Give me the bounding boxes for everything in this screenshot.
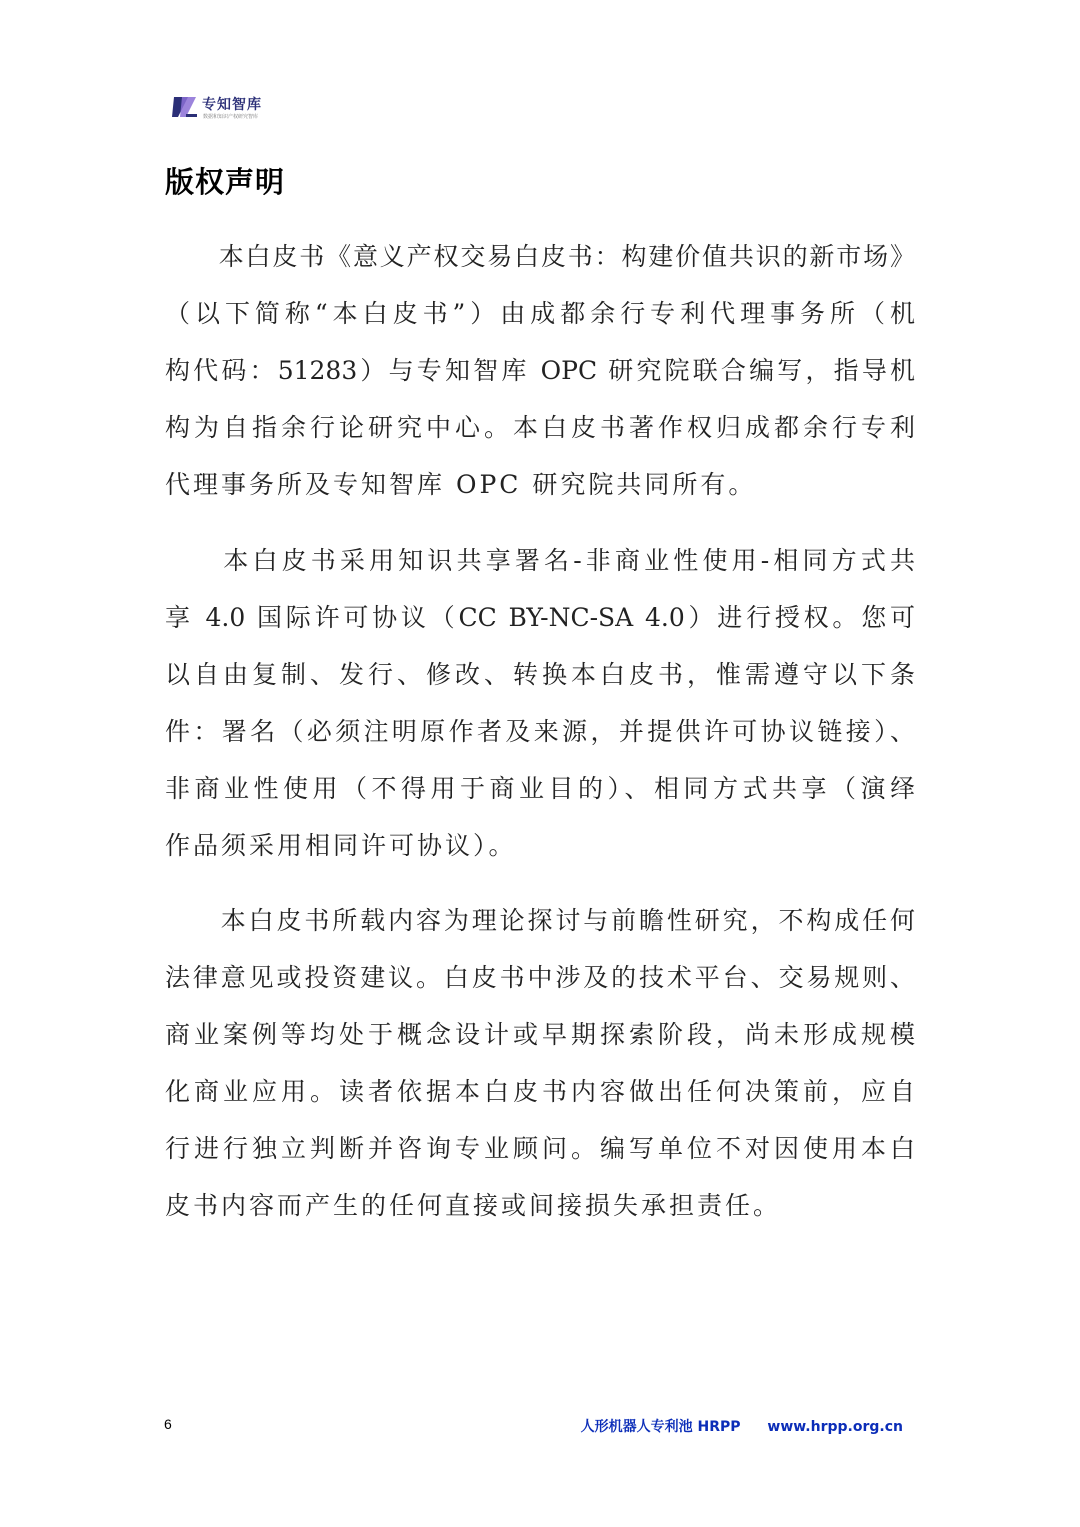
text-line: 非商业性使用（不得用于商业目的）、相同方式共享（演绎: [165, 774, 915, 803]
footer-org-name: 人形机器人专利池 HRPP: [580, 1419, 741, 1435]
logo-name: 专知智库: [202, 97, 262, 113]
text-line: 化商业应用。读者依据本白皮书内容做出任何决策前，应自: [165, 1077, 915, 1106]
text-line: 享 4.0 国际许可协议（CC BY-NC-SA 4.0）进行授权。您可: [165, 603, 915, 632]
footer-website-link[interactable]: www.hrpp.org.cn: [767, 1419, 903, 1435]
text-line: 作品须采用相同许可协议）。: [165, 831, 517, 860]
zhuanzhi-logo: [172, 92, 312, 126]
zz-logo-icon: [172, 94, 198, 120]
text-line: 以自由复制、发行、修改、转换本白皮书，惟需遵守以下条: [165, 660, 915, 689]
text-line: 代理事务所及专知智库 OPC 研究院共同所有。: [165, 470, 757, 499]
page-number: 6: [164, 1416, 172, 1432]
paragraph-disclaimer: [165, 892, 915, 1234]
paragraph-license: [165, 532, 915, 874]
text-line: 商业案例等均处于概念设计或早期探索阶段，尚未形成规模: [165, 1020, 915, 1049]
text-line: （以下简称“本白皮书”）由成都余行专利代理事务所（机: [165, 299, 915, 328]
text-line: 本白皮书所载内容为理论探讨与前瞻性研究，不构成任何: [165, 906, 915, 935]
text-line: 本白皮书《意义产权交易白皮书：构建价值共识的新市场》: [165, 242, 915, 271]
footer-credits: [581, 1416, 903, 1436]
logo-tagline: 数据和知识产权研究智库: [203, 114, 259, 120]
text-line: 构为自指余行论研究中心。本白皮书著作权归成都余行专利: [165, 413, 915, 442]
text-line: 皮书内容而产生的任何直接或间接损失承担责任。: [165, 1191, 782, 1220]
text-line: 构代码：51283）与专知智库 OPC 研究院联合编写，指导机: [165, 356, 915, 385]
text-line: 本白皮书采用知识共享署名-非商业性使用-相同方式共: [165, 546, 915, 575]
paragraph-copyright: [165, 228, 915, 513]
text-line: 件：署名（必须注明原作者及来源，并提供许可协议链接）、: [165, 717, 915, 746]
text-line: 法律意见或投资建议。白皮书中涉及的技术平台、交易规则、: [165, 963, 915, 992]
text-line: 行进行独立判断并咨询专业顾问。编写单位不对因使用本白: [165, 1134, 915, 1163]
page-title: 版权声明: [165, 165, 286, 199]
